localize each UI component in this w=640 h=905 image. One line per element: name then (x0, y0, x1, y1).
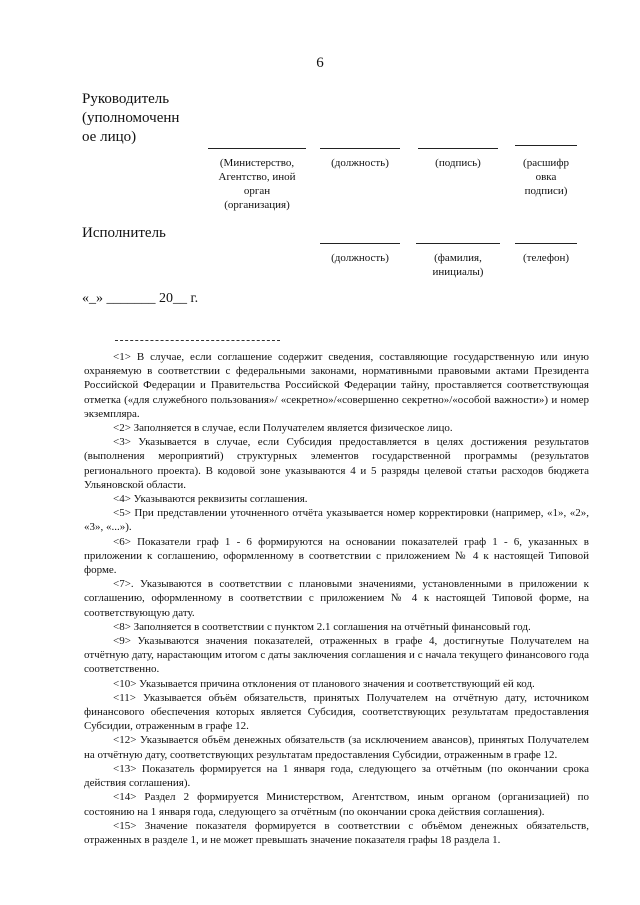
caption-line: (телефон) (522, 252, 570, 264)
caption-line: подписи) (524, 185, 568, 197)
executor-caption-name (414, 251, 502, 279)
footnote: <4> Указываются реквизиты соглашения. (113, 493, 308, 506)
executor-position-line (320, 243, 400, 244)
footnote: <6> Показатели граф 1 - 6 формируются на основании показателей граф 1 - 6, указанных в приложении к соглашению, оформленному в соответствии с приложением № 4 к настоящей Типовой форме. (84, 535, 589, 577)
footnotes (84, 350, 589, 847)
head-caption-position (318, 156, 402, 170)
date-line: «_» _______ 20__ г. (82, 291, 199, 306)
executor-title: Исполнитель (82, 225, 166, 241)
footnote-separator (115, 340, 280, 341)
footnote: <11> Указывается объём обязательств, принятых Получателем на отчётную дату, источником финансового обеспечения которых является Субсидия, соответствующих результатам предоставления Субсидии, отраженным в графе 12. (84, 691, 589, 733)
head-position-line (320, 148, 400, 149)
executor-caption-phone (512, 251, 580, 265)
executor-caption-position (318, 251, 402, 265)
caption-line: орган (243, 185, 271, 197)
footnote: <3> Указывается в случае, если Субсидия предоставляется в целях достижения результатов (выполнения мероприятий) структурных элементов государственной программы (результатов регионального проекта). В кодовой зоне указываются 4 и 5 разряды целевой статьи расходов бюджета Ульяновской области. (84, 436, 589, 491)
footnote: <5> При представлении уточненного отчёта указывается номер корректировки (например, «1», «2», «3», «...»). (84, 507, 589, 534)
footnote: <10> Указывается причина отклонения от планового значения и соответствующий ей код. (113, 677, 535, 690)
head-title-line: (уполномоченн (82, 110, 180, 126)
caption-line: овка (535, 171, 557, 183)
caption-line: (Министерство, (219, 157, 295, 169)
head-signature-line (418, 148, 498, 149)
head-caption-signature (416, 156, 500, 170)
executor-name-line (416, 243, 500, 244)
caption-line: (организация) (224, 199, 290, 211)
caption-line: (подпись) (435, 157, 481, 169)
caption-line: (расшифр (523, 157, 569, 169)
head-title-line: ое лицо) (82, 129, 137, 145)
footnote: <14> Раздел 2 формируется Министерством, Агентством, иным органом (организацией) по состоянию на 1 января года, следующего за отчётным (по окончании срока действия соглашения). (84, 791, 589, 818)
head-caption-decoding (512, 156, 580, 198)
caption-line: (фамилия, (434, 252, 482, 264)
caption-line: (должность) (331, 157, 389, 169)
head-org-line (208, 148, 306, 149)
footnote: <12> Указывается объём денежных обязательств (за исключением авансов), принятых Получателем на отчётную дату, соответствующих результатам предоставления Субсидии, отраженным в графе 12. (84, 734, 589, 761)
footnote: <13> Показатель формируется на 1 января года, следующего за отчётным (по окончании срока действия соглашения). (84, 762, 589, 790)
caption-line: инициалы) (432, 266, 484, 278)
footnote: <8> Заполняется в соответствии с пунктом 2.1 соглашения на отчётный финансовый год. (113, 620, 531, 633)
executor-phone-line (515, 243, 577, 244)
footnote: <15> Значение показателя формируется в соответствии с объёмом денежных обязательств, отраженных в разделе 1, и не может превышать значение показателя графы 18 раздела 1. (84, 819, 589, 846)
footnote: <1> В случае, если соглашение содержит сведения, составляющие государственную или иную охраняемую в соответствии с федеральными законами, нормативными правовыми актами Президента Российской Федерации и Правительства Российской Федерации тайну, проставляется соответствующая отметка («для служебного пользования»/ «секретно»/«совершенно секретно»/«особой важности») и номер экземпляра. (84, 351, 589, 420)
footnote: <2> Заполняется в случае, если Получателем является физическое лицо. (113, 422, 453, 435)
caption-line: (должность) (331, 252, 389, 264)
footnote: <7>. Указываются в соответствии с плановыми значениями, установленными в приложении к соглашению, оформленному в соответствии с приложением № 4 к настоящей Типовой форме, на соответствующую дату. (84, 578, 589, 619)
footnote: <9> Указываются значения показателей, отраженных в графе 4, достигнутые Получателем на отчётную дату, нарастающим итогом с даты заключения соглашения и с начала текущего финансового года соответственно. (84, 635, 589, 676)
caption-line: Агентство, иной (218, 171, 296, 183)
head-title (82, 90, 179, 147)
page-number: 6 (316, 55, 324, 71)
head-title-line: Руководитель (82, 91, 170, 107)
head-caption-org (204, 156, 310, 212)
head-decoding-line (515, 145, 577, 146)
